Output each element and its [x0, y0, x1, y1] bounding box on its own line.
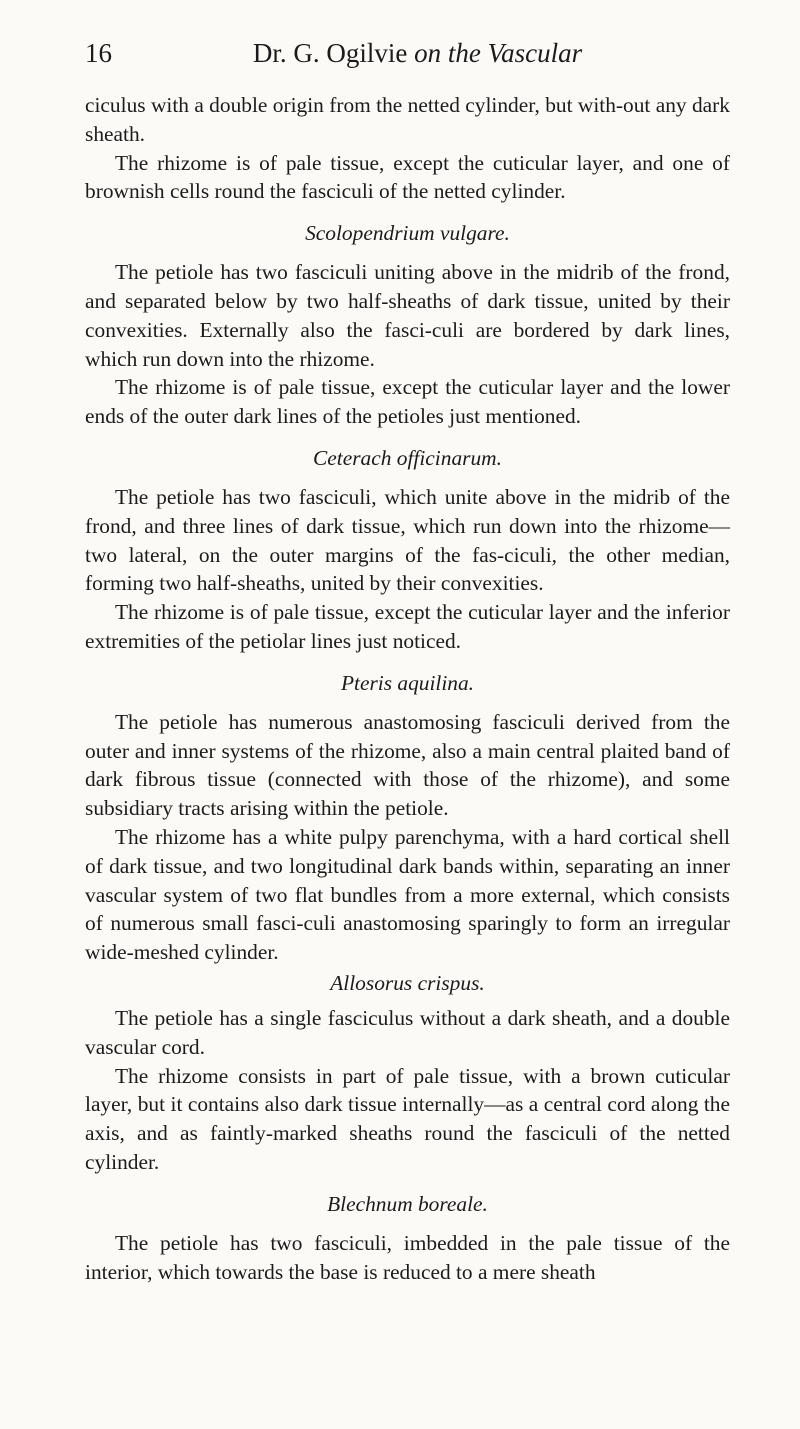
- paragraph: The rhizome has a white pulpy parenchyma, with a hard cortical shell of dark tissue, and two longitudinal dark bands within, separating an inner vascular system of two flat bundles from a more external, which consists of numerous small fasci-culi anastomosing sparingly to form an irregular wide-meshed cylinder.: [85, 824, 730, 965]
- paragraph: The petiole has two fasciculi uniting above in the midrib of the frond, and separated below by two half-sheaths of dark tissue, united by their convexities. Externally also the fasci-culi are bordered by dark lines, which run down into the rhizome.: [85, 260, 730, 371]
- paragraph: The rhizome is of pale tissue, except the cuticular layer and the inferior extremities of the petiolar lines just noticed.: [85, 600, 730, 653]
- page-number: 16: [85, 38, 112, 68]
- paragraph: The rhizome is of pale tissue, except the cuticular layer and the lower ends of the outer dark lines of the petioles just mentioned.: [85, 375, 730, 429]
- section-heading-blechnum: Blechnum boreale.: [327, 1191, 488, 1216]
- paragraph: The petiole has two fasciculi, which unite above in the midrib of the frond, and three lines of dark tissue, which run down into the rhizome—two lateral, on the outer margins of the fas-ciculi, the other median, forming two half-sheaths, united by their convexities.: [85, 484, 730, 596]
- section-heading-scolopendrium: Scolopendrium vulgare.: [305, 221, 510, 246]
- paragraph: ciculus with a double origin from the netted cylinder, but with-out any dark sheath.: [85, 93, 730, 146]
- paragraph: The rhizome consists in part of pale tissue, with a brown cuticular layer, but it contains also dark tissue internally—as a central cord along the axis, and as faintly-marked sheaths round the fasciculi of the netted cylinder.: [85, 1063, 730, 1174]
- paragraph: The rhizome is of pale tissue, except the cuticular layer, and one of brownish cells round the fasciculi of the netted cylinder.: [85, 150, 730, 204]
- paragraph: The petiole has two fasciculi, imbedded in the pale tissue of the interior, which towards the base is reduced to a mere sheath: [85, 1230, 730, 1284]
- paragraph: The petiole has numerous anastomosing fasciculi derived from the outer and inner systems of the rhizome, also a main central plaited band of dark fibrous tissue (connected with those of the rhizome), and some subsidiary tracts arising within the petiole.: [85, 709, 730, 821]
- paragraph: The petiole has a single fasciculus without a dark sheath, and a double vascular cord.: [85, 1005, 730, 1059]
- section-heading-pteris: Pteris aquilina.: [340, 670, 475, 695]
- section-heading-allosorus: Allosorus crispus.: [330, 970, 485, 995]
- running-title-author: Dr. G. Ogilvie: [252, 38, 415, 68]
- running-header: [85, 38, 730, 69]
- body-text: [85, 91, 730, 1286]
- running-title-italic: on the Vascular: [414, 38, 583, 68]
- section-heading-ceterach: Ceterach officinarum.: [313, 445, 502, 470]
- running-title: [145, 38, 730, 69]
